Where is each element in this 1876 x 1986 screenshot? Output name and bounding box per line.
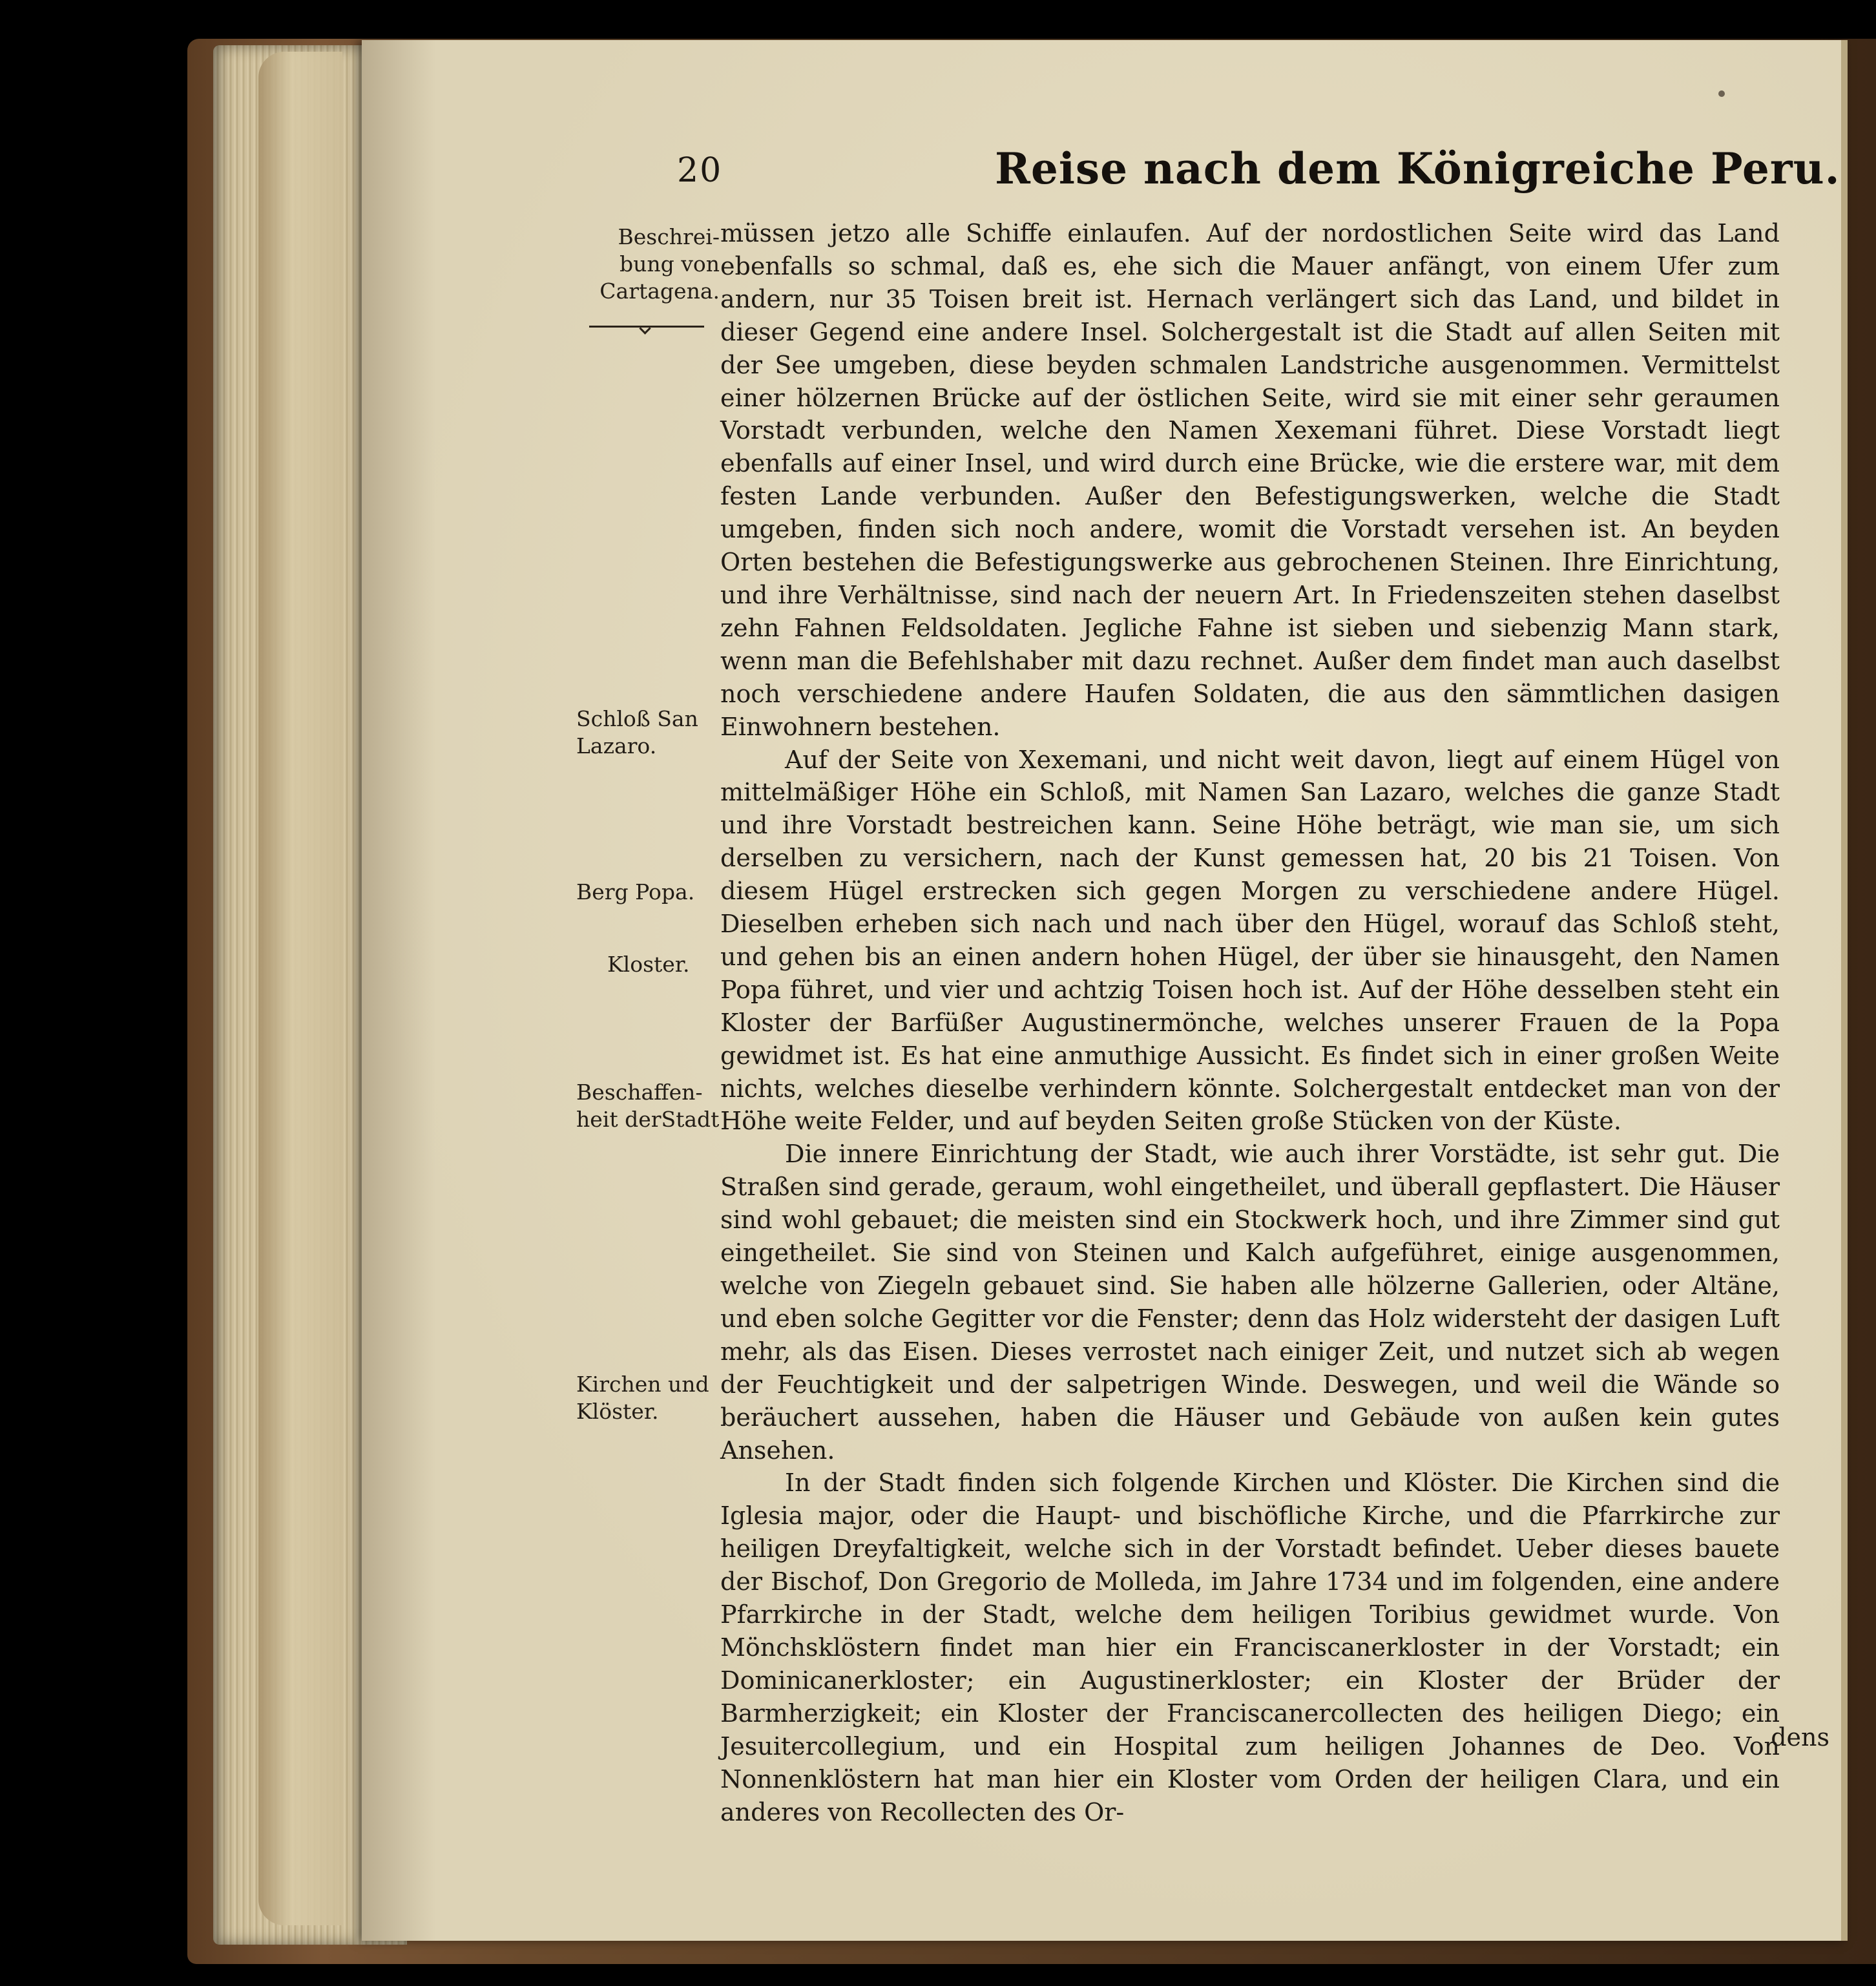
marginal-note-beschaffenheit: Beschaffen- heit derStadt <box>576 1080 720 1132</box>
margin-rule <box>589 326 704 328</box>
marginal-note-cartagena: Beschrei- bung von Cartagena. <box>599 224 720 304</box>
page-number: 20 <box>677 151 723 190</box>
marginal-note-kirchen: Kirchen und Klöster. <box>576 1372 709 1424</box>
marginal-note-berg-popa: Berg Popa. <box>576 879 695 904</box>
catchword: dens <box>1771 1723 1829 1751</box>
marginal-note-kloster: Kloster. <box>607 952 690 977</box>
running-title: Reise nach dem Königreiche Peru. <box>995 143 1840 194</box>
paragraph: Auf der Seite von Xexemani, und nicht weit davon, liegt auf einem Hügel von mittelmäßiger Höhe ein Schloß, mit Namen San Lazaro, welches die ganze Stadt und ihre Vorstadt bestreichen kann. Seine Höhe beträgt, wie man sie, um sich derselben zu versichern, nach der Kunst gemessen hat, 20 bis 21 Toisen. Von diesem Hügel erstrecken sich gegen Morgen zu verschiedene andere Hügel. Dieselben erheben sich nach und nach über den Hügel, worauf das Schloß steht, und gehen bis an einen andern hohen Hügel, der über sie hinausgeht, den Namen Popa führet, und vier und achtzig Toisen hoch ist. Auf der Höhe desselben steht ein Kloster der Barfüßer Augustinermönche, welches unserer Frauen de la Popa gewidmet ist. Es hat eine anmuthige Aussicht. Es findet sich in einer großen Weite nichts, welches dieselbe verhindern könnte. Solchergestalt entdecket man von der Höhe weite Felder, und auf beyden Seiten große Stücken von der Küste. <box>720 745 1780 1136</box>
inner-page-curve <box>258 52 342 1925</box>
main-text-block <box>720 217 1780 1828</box>
dust-speck <box>1718 90 1725 97</box>
paragraph: In der Stadt finden sich folgende Kirchen und Klöster. Die Kirchen sind die Iglesia major, oder die Haupt- und bischöfliche Kirche, und die Pfarrkirche zur heiligen Dreyfaltigkeit, welche sich in der Vorstadt befindet. Ueber dieses bauete der Bischof, Don Gregorio de Molleda, im Jahre 1734 und im folgenden, eine andere Pfarrkirche in der Stadt, welche dem heiligen Toribius gewidmet wurde. Von Mönchsklöstern findet man hier ein Franciscanerkloster in der Vorstadt; ein Dominicanerkloster; ein Augustinerkloster; ein Kloster der Brüder der Barmherzigkeit; ein Kloster der Franciscanercollecten des heiligen Diego; ein Jesuitercollegium, und ein Hospital zum heiligen Johannes de Deo. Von Nonnenklöstern hat man hier ein Kloster vom Orden der heiligen Clara, und ein anderes von Recollecten des Or- <box>720 1469 1780 1826</box>
marginal-note-san-lazaro: Schloß San Lazaro. <box>576 706 698 758</box>
paragraph: müssen jetzo alle Schiffe einlaufen. Auf der nordostlichen Seite wird das Land ebenfalls so schmal, daß es, ehe sich die Mauer anfängt, von einem Ufer zum andern, nur 35 Toisen breit ist. Hernach verlängert sich das Land, und bildet in dieser Gegend eine andere Insel. Solchergestalt ist die Stadt auf allen Seiten mit der See umgeben, diese beyden schmalen Landstriche ausgenommen. Vermittelst einer hölzernen Brücke auf der östlichen Seite, wird sie mit einer sehr geraumen Vorstadt verbunden, welche den Namen Xexemani führet. Diese Vorstadt liegt ebenfalls auf einer Insel, und wird durch eine Brücke, wie die erstere war, mit dem festen Lande verbunden. Außer den Befestigungswerken, welche die Stadt umgeben, finden sich noch andere, womit die Vorstadt versehen ist. An beyden Orten bestehen die Befestigungswerke aus gebrochenen Steinen. Ihre Einrichtung, und ihre Verhältnisse, sind nach der neuern Art. In Friedenszeiten stehen daselbst zehn Fahnen Feldsoldaten. Jegliche Fahne ist sieben und siebenzig Mann stark, wenn man die Befehlshaber mit dazu rechnet. Außer dem findet man auch daselbst noch verschiedene andere Haufen Soldaten, die aus den sämmtlichen dasigen Einwohnern bestehen. <box>720 219 1780 741</box>
paragraph: Die innere Einrichtung der Stadt, wie auch ihrer Vorstädte, ist sehr gut. Die Straßen sind gerade, geraum, wohl eingetheilet, und überall gepflastert. Die Häuser sind wohl gebauet; die meisten sind ein Stockwerk hoch, und ihre Zimmer sind gut eingetheilet. Sie sind von Steinen und Kalch aufgeführet, einige ausgenommen, welche von Ziegeln gebauet sind. Sie haben alle hölzerne Gallerien, oder Altäne, und eben solche Gegitter vor die Fenster; denn das Holz widersteht der dasigen Luft mehr, als das Eisen. Dieses verrostet nach einiger Zeit, und nutzet sich ab wegen der Feuchtigkeit und der salpetrigen Winde. Deswegen, und weil die Wände so beräuchert aussehen, haben die Häuser und Gebäude von außen kein gutes Ansehen. <box>720 1140 1780 1465</box>
